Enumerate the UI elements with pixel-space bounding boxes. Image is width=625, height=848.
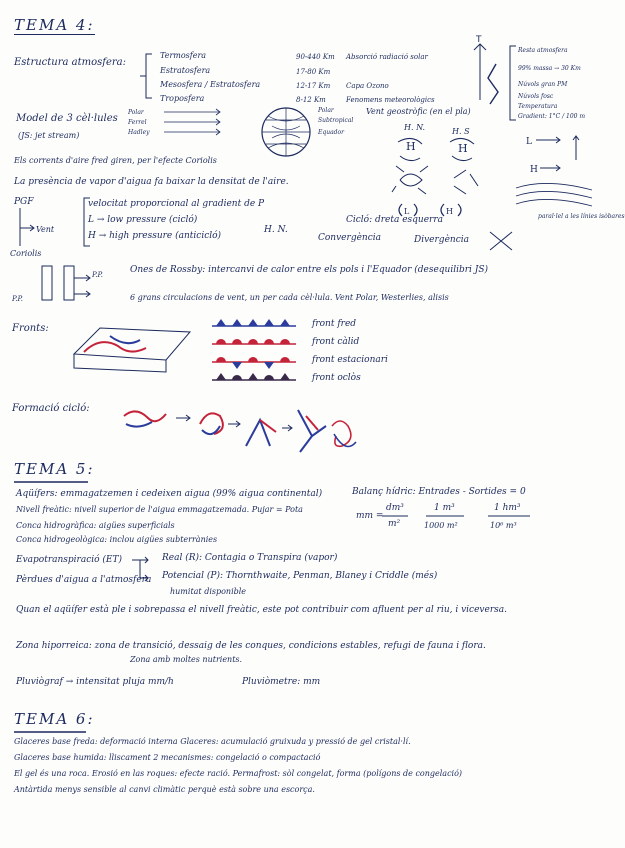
fraction-bars: [380, 512, 540, 518]
front-symbols: [210, 318, 300, 386]
hs-label-top: H. S: [452, 127, 470, 136]
front-symbol: [280, 319, 290, 326]
front-type-1: front fred: [312, 319, 357, 329]
tema6-line-1: Glaceres base freda: deformació interna Glaceres: acumulació gruixuda y pressió de gel cristal·lí.: [14, 737, 411, 746]
hn-label-top: H. N.: [404, 123, 426, 132]
layer-2-range: 17-80 Km: [296, 68, 331, 76]
globe-icon: [258, 104, 318, 160]
cells-arrows: [160, 104, 260, 140]
layer-3-name: Mesosfera / Estratosfera: [160, 80, 261, 89]
estructura-label: Estructura atmosfera:: [14, 57, 126, 68]
right-note-2: 99% massa → 30 Km: [518, 65, 581, 72]
pressure-item-3: H → high pressure (anticicló): [88, 231, 222, 241]
tema6-line-2: Glaceres base humida: lliscament 2 mecanismes: congelació o compactació: [14, 753, 321, 762]
tema5-line-3: Conca hidrogràfica: aigües superficials: [16, 521, 175, 530]
right-note-6: Gradient: 1°C / 100 m: [518, 113, 586, 120]
front-symbol: [216, 357, 226, 362]
layer-4-name: Troposfera: [160, 94, 205, 103]
cyclone-diagrams: [392, 134, 512, 224]
pp-label-2: P.P.: [12, 295, 24, 303]
front-symbol: [264, 362, 274, 369]
front-type-2: front càlid: [312, 337, 360, 347]
layer-4-range: 8-12 Km: [296, 96, 326, 104]
svg-text:H: H: [446, 207, 453, 216]
front-symbol: [216, 319, 226, 326]
cell-hadley: Hadley: [128, 129, 150, 136]
balanc-label: Balanç hídric: Entrades - Sortides = 0: [352, 487, 526, 497]
pluviograf-text: Pluviògraf → intensitat pluja mm/h: [16, 677, 174, 687]
front-symbol: [248, 319, 258, 326]
zona-text: Zona hiporreica: zona de transició, dessaig de les conques, condicions estables, refugi de fauna i flora.: [16, 641, 486, 651]
svg-text:H: H: [458, 142, 468, 155]
vapor-line: La presència de vapor d'aigua fa baixar la densitat de l'aire.: [14, 177, 289, 187]
front-symbol: [232, 339, 242, 344]
fronts-label: Fronts:: [12, 323, 49, 334]
front-symbol: [248, 339, 258, 344]
layer-1-name: Termosfera: [160, 51, 207, 60]
front-symbol: [280, 339, 290, 344]
mm-eq-3: m²: [388, 519, 401, 529]
front-symbol: [232, 362, 242, 369]
front-symbol-row-4: [212, 373, 296, 380]
cell-note-polar: Polar: [318, 107, 334, 114]
layer-1-note: Absorció radiació solar: [346, 53, 428, 61]
front-symbol-row-2: [212, 339, 296, 344]
corrents-line: Els corrents d'aire fred giren, per l'efecte Coriolis: [14, 156, 217, 165]
pp-label-1: P.P.: [92, 271, 104, 279]
vent-label: Vent: [36, 225, 55, 234]
girs-label: Cicló: dreta esquerra: [346, 215, 444, 225]
tema5-line-2: Nivell freàtic: nivell superior de l'aigua emmagatzemada. Pujar = Pota: [16, 505, 303, 514]
tema6-title: TEMA 6:: [14, 710, 95, 728]
front-symbol-row-1: [212, 319, 296, 326]
divergencia-label: Divergència: [414, 235, 469, 245]
pgf-arrows: [16, 206, 56, 250]
front-symbol: [248, 357, 258, 362]
perdues-label: Pèrdues d'aigua a l'atmosfera: [16, 575, 152, 585]
tema5-title: TEMA 5:: [14, 460, 95, 478]
potencial-label: Potencial (P): Thornthwaite, Penman, Blaney i Criddle (més): [162, 571, 438, 581]
zona-text-2: Zona amb moltes nutrients.: [130, 655, 243, 664]
convergencia-label: Convergència: [318, 233, 381, 243]
svg-text:H: H: [530, 165, 538, 175]
cell-polar: Polar: [128, 109, 144, 116]
tema4-title: TEMA 4:: [14, 16, 95, 34]
cell-note-equador: Equador: [318, 129, 344, 136]
pressure-item-1: velocitat proporcional al gradient de P: [88, 199, 265, 209]
layer-3-range: 12-17 Km: [296, 82, 331, 90]
front-symbol: [280, 373, 290, 380]
pressure-item-2: L → low pressure (cicló): [88, 215, 198, 225]
rossby-boxes: [34, 264, 94, 310]
svg-text:H: H: [406, 140, 416, 153]
front-symbol-row-3: [212, 357, 296, 369]
formacio-label: Formació cicló:: [12, 403, 90, 414]
evapo-label: Evapotranspiració (ET): [16, 555, 123, 565]
pgf-label: PGF: [14, 197, 34, 207]
layer-4-note: Fenomens meteorològics: [346, 96, 435, 104]
mm-eq-5: 1000 m²: [424, 521, 458, 530]
front-symbol: [280, 357, 290, 362]
divergence-icon: [486, 228, 516, 254]
right-note-5: Temperatura: [518, 103, 558, 110]
model-label: Model de 3 cèl·lules: [16, 113, 118, 124]
mm-eq-4: 1 m³: [434, 503, 455, 513]
svg-text:T: T: [476, 35, 482, 45]
tema6-underline: [14, 730, 94, 734]
coriolis-label: Coriolis: [10, 249, 42, 258]
mm-eq-1: mm =: [356, 511, 384, 521]
front-symbol: [264, 339, 274, 344]
real-label: Real (R): Contagia o Transpira (vapor): [162, 553, 338, 563]
rossby-text: Ones de Rossby: intercanvi de calor entre els pols i l'Equador (desequilibri JS): [130, 265, 489, 275]
layer-2-name: Estratosfera: [160, 66, 211, 75]
tema5-underline: [14, 480, 94, 484]
cell-note-subtropical: Subtropical: [318, 117, 354, 124]
temperature-profile-icon: [468, 35, 508, 110]
hn-label: H. N.: [264, 225, 288, 235]
cyclone-formation-sketch: [120, 396, 360, 462]
right-note-1: Resta atmosfera: [518, 47, 568, 54]
layer-1-range: 90-440 Km: [296, 53, 335, 61]
front-type-4: front oclòs: [312, 373, 361, 383]
front-symbol: [232, 319, 242, 326]
pluviometre-text: Pluviòmetre: mm: [242, 677, 321, 687]
right-note-4: Núvols fosc: [518, 93, 554, 100]
front-3d-sketch: [70, 318, 198, 376]
svg-text:L: L: [404, 207, 410, 216]
front-symbol: [264, 319, 274, 326]
mm-eq-2: dm³: [386, 503, 404, 513]
humitat-label: humitat disponible: [170, 587, 247, 596]
mm-eq-6: 1 hm³: [494, 503, 521, 513]
tema5-line-1: Aqüífers: emmagatzemen i cedeixen aigua (99% aigua continental): [16, 489, 323, 499]
paralel-note: paral·lel a les línies isòbares: [538, 213, 625, 220]
right-note-3: Núvols gran PM: [518, 81, 568, 88]
jet-stream-label: (JS: jet stream): [18, 131, 80, 140]
circulacions-text: 6 grans circulacions de vent, un per cada cèl·lula. Vent Polar, Westerlies, alisis: [130, 293, 449, 302]
front-symbol: [248, 373, 258, 380]
tema6-line-3: El gel és una roca. Erosió en las roques: efecte ració. Permafrost: sòl congelat, forma (polígons de congelació): [14, 769, 463, 778]
front-symbol: [232, 375, 242, 380]
svg-text:L: L: [526, 137, 532, 147]
cell-ferrel: Ferrel: [128, 119, 147, 126]
tema5-line-4: Conca hidrogeològica: inclou aigües subterrànies: [16, 535, 218, 544]
front-symbol: [216, 373, 226, 380]
front-symbol: [264, 375, 274, 380]
front-type-3: front estacionari: [312, 355, 388, 365]
tema6-line-4: Antàrtida menys sensible al canvi climàtic perquè està sobre una escorça.: [14, 785, 315, 794]
cuando-text: Quan el aqüífer està ple i sobrepassa el nivell freàtic, este pot contribuir com afluent per al riu, i viceversa.: [16, 605, 507, 615]
front-symbol: [216, 339, 226, 344]
layer-3-note: Capa Ozono: [346, 82, 389, 90]
mm-eq-7: 10⁶ m³: [490, 521, 517, 530]
vent-geostrofic-label: Vent geostròfic (en el pla): [366, 107, 471, 116]
